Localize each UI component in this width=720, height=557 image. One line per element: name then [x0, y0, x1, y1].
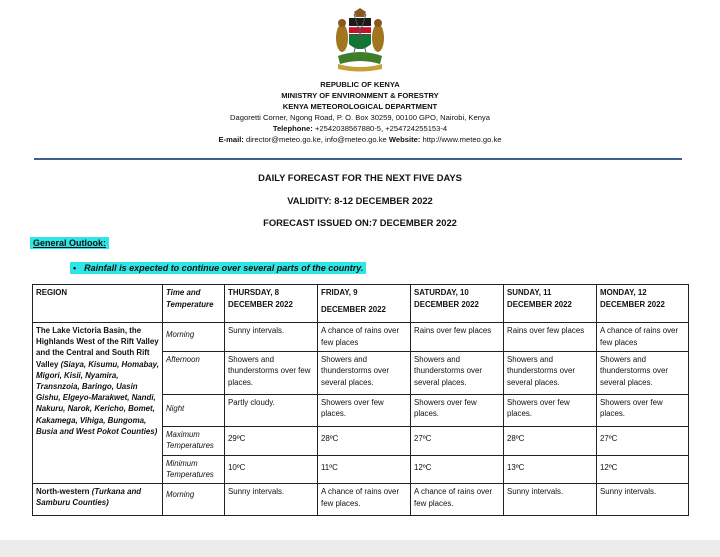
temp-cell: 28ºC [318, 426, 411, 455]
address-line: Dagoretti Corner, Ngong Road, P. O. Box 30259, 00100 GPO, Nairobi, Kenya [230, 113, 490, 122]
general-outlook-heading: General Outlook: [30, 237, 109, 249]
temp-cell: 13ºC [504, 455, 597, 484]
header-region: REGION [33, 285, 163, 323]
header-day-4: SUNDAY, 11 DECEMBER 2022 [504, 285, 597, 323]
table-row [33, 484, 689, 516]
period-morning: Morning [163, 484, 225, 516]
bullet-dot-icon: • [73, 263, 77, 273]
website-label: Website: [388, 135, 421, 144]
forecast-cell: Sunny intervals. [225, 323, 318, 352]
region-counties: (Siaya, Kisumu, Homabay, Migori, Kisii, Nyamira, Transnzoia, Baringo, Uasin Gishu, Elgeyo-Marakwet, Nandi, Nakuru, Narok, Kericho, Bomet, Kakamega, Vihiga, Bungoma, Busia and West Pokot Counties) [36, 359, 159, 436]
forecast-cell: Showers and thunderstorms over few places. [225, 351, 318, 394]
telephone-label: Telephone: [272, 124, 313, 133]
header-day-1: THURSDAY, 8 DECEMBER 2022 [225, 285, 318, 323]
forecast-cell: Showers and thunderstorms over several places. [504, 351, 597, 394]
temp-cell: 27ºC [597, 426, 689, 455]
forecast-cell: Sunny intervals. [597, 484, 689, 516]
kenya-coat-of-arms-emblem [332, 8, 388, 74]
telephone-line [0, 124, 720, 135]
header-day-2-line-1: FRIDAY, 9 [321, 288, 358, 297]
forecast-cell: Showers over few places. [318, 394, 411, 426]
region-name: The Lake Victoria Basin, the Highlands West of the Rift Valley and the Central and South Rift Valley [36, 326, 159, 369]
page-bottom-shadow [0, 540, 720, 557]
forecast-cell: Showers over few places. [504, 394, 597, 426]
period-min-temp: Minimum Temperatures [163, 455, 225, 484]
region-name: North-western [36, 487, 90, 497]
header-day-2-line-2: DECEMBER 2022 [321, 304, 386, 314]
forecast-cell: A chance of rains over few places [318, 323, 411, 352]
republic-heading: REPUBLIC OF KENYA [320, 80, 400, 89]
header-day-2 [318, 285, 411, 323]
forecast-cell: A chance of rains over few places [597, 323, 689, 352]
forecast-cell: Showers over few places. [411, 394, 504, 426]
outlook-bullet [70, 262, 366, 274]
header-period: Time and Temperature [163, 285, 225, 323]
forecast-cell: Rains over few places [411, 323, 504, 352]
temp-cell: 12ºC [411, 455, 504, 484]
forecast-table [32, 284, 689, 516]
period-night: Night [163, 394, 225, 426]
header-day-3: SATURDAY, 10 DECEMBER 2022 [411, 285, 504, 323]
forecast-cell: A chance of rains over few places. [411, 484, 504, 516]
period-morning: Morning [163, 323, 225, 352]
region-cell [33, 484, 163, 516]
forecast-cell: Showers over few places. [597, 394, 689, 426]
validity-title: VALIDITY: 8-12 DECEMBER 2022 [287, 195, 433, 206]
website-value: http://www.meteo.go.ke [422, 135, 502, 144]
temp-cell: 27ºC [411, 426, 504, 455]
temp-cell: 10ºC [225, 455, 318, 484]
period-afternoon: Afternoon [163, 351, 225, 394]
temp-cell: 28ºC [504, 426, 597, 455]
forecast-cell: Rains over few places [504, 323, 597, 352]
forecast-cell: Showers and thunderstorms over several places. [597, 351, 689, 394]
email-value: director@meteo.go.ke, info@meteo.go.ke [245, 135, 387, 144]
period-max-temp: Maximum Temperatures [163, 426, 225, 455]
temp-cell: 29ºC [225, 426, 318, 455]
contact-line [0, 135, 720, 146]
issued-title: FORECAST ISSUED ON:7 DECEMBER 2022 [263, 217, 457, 228]
forecast-cell: Partly cloudy. [225, 394, 318, 426]
forecast-cell: A chance of rains over few places. [318, 484, 411, 516]
region-cell [33, 323, 163, 484]
header-divider [34, 158, 682, 160]
forecast-cell: Showers and thunderstorms over several places. [411, 351, 504, 394]
table-header-row [33, 285, 689, 323]
header-day-5: MONDAY, 12 DECEMBER 2022 [597, 285, 689, 323]
department-heading: KENYA METEOROLOGICAL DEPARTMENT [282, 102, 438, 111]
telephone-value: +2542038567880-5, +254724255153-4 [314, 124, 448, 133]
forecast-cell: Sunny intervals. [225, 484, 318, 516]
forecast-cell: Showers and thunderstorms over several places. [318, 351, 411, 394]
outlook-text: Rainfall is expected to continue over several parts of the country. [84, 263, 364, 273]
document-title: DAILY FORECAST FOR THE NEXT FIVE DAYS [258, 172, 462, 183]
ministry-heading: MINISTRY OF ENVIRONMENT & FORESTRY [281, 91, 439, 100]
forecast-cell: Sunny intervals. [504, 484, 597, 516]
email-label: E-mail: [218, 135, 244, 144]
temp-cell: 12ºC [597, 455, 689, 484]
table-row [33, 323, 689, 352]
temp-cell: 11ºC [318, 455, 411, 484]
region-counties: (Turkana and Samburu Counties) [36, 487, 142, 508]
